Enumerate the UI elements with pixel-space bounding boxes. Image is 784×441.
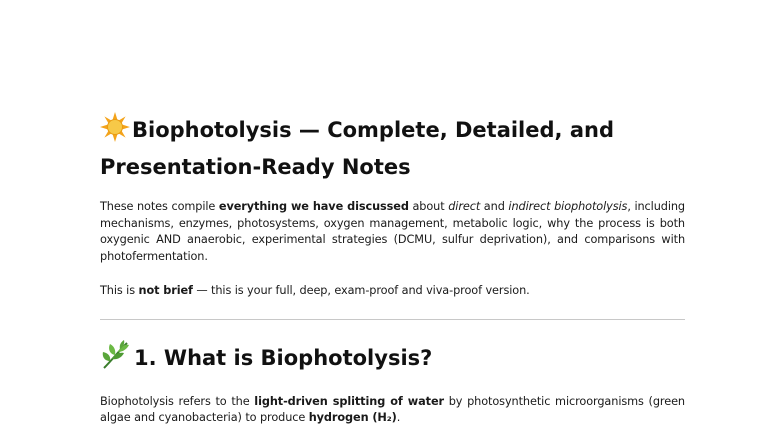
intro-italic: direct bbox=[448, 200, 481, 213]
note-text: This is bbox=[100, 284, 139, 297]
section-1-paragraph bbox=[100, 394, 685, 427]
note-text: — this is your full, deep, exam-proof and viva-proof version. bbox=[192, 284, 530, 297]
intro-bold: everything we have discussed bbox=[218, 200, 409, 213]
intro-text: , including mechanisms, enzymes, photosystems, oxygen management, metabolic logic, why the process is both oxygenic AND anaerobic, experimental strategies (DCMU, sulfur deprivation), and comparisons with photofermentation. bbox=[100, 200, 686, 263]
section-1-text: Biophotolysis refers to the bbox=[100, 394, 255, 408]
document-content bbox=[100, 112, 685, 427]
intro-text: and bbox=[480, 200, 509, 213]
title-line-2: Presentation-Ready Notes bbox=[100, 155, 411, 179]
section-1-title: 1. What is Biophotolysis? bbox=[134, 345, 433, 370]
sun-emoji-icon bbox=[100, 112, 130, 151]
page-title bbox=[100, 112, 685, 183]
section-heading bbox=[100, 340, 685, 378]
note-bold: not brief bbox=[138, 284, 193, 297]
section-1-text: . bbox=[396, 411, 401, 424]
note-paragraph bbox=[100, 283, 685, 300]
title-line-1: Biophotolysis — Complete, Detailed, and bbox=[132, 118, 614, 142]
section-1-bold: hydrogen (H₂) bbox=[308, 411, 397, 424]
intro-text: These notes compile bbox=[100, 200, 219, 213]
intro-paragraph bbox=[100, 199, 685, 265]
herb-emoji-icon bbox=[100, 340, 132, 378]
intro-italic: indirect biophotolysis bbox=[508, 200, 628, 213]
section-divider bbox=[100, 319, 685, 320]
intro-text: about bbox=[408, 200, 449, 213]
section-1-bold: light-driven splitting of water bbox=[254, 394, 444, 408]
section-1-text: by photosynthetic microorganisms (green algae and cyanobacteria) to produce bbox=[100, 394, 685, 424]
